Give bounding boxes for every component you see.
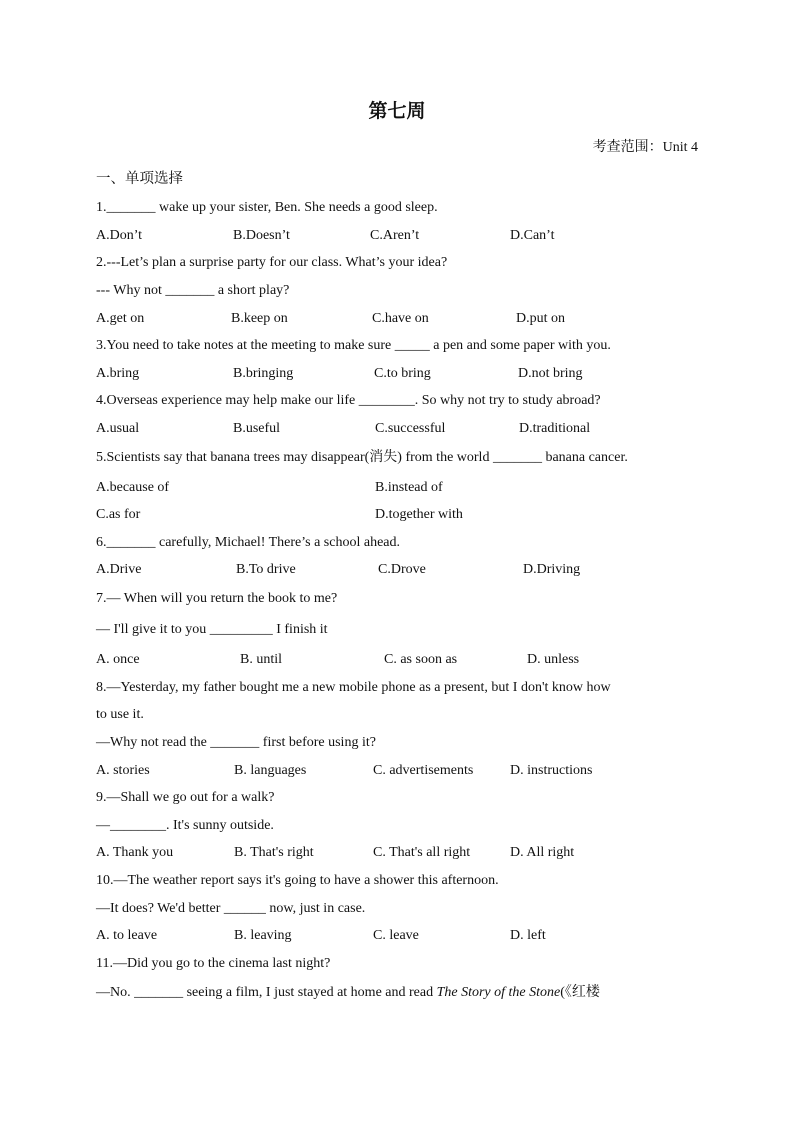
option-d: D. All right <box>510 845 575 860</box>
option-a: A. Thank you <box>96 845 174 860</box>
option-c: C.have on <box>372 311 429 326</box>
option-c: C.as for <box>96 507 141 522</box>
option-a: A.because of <box>96 480 170 495</box>
question-2-stem-reply: --- Why not _______ a short play? <box>96 283 290 298</box>
question-3-stem: 3.You need to take notes at the meeting to make sure _____ a pen and some paper with you. <box>96 338 611 353</box>
section-heading: 一、单项选择 <box>96 171 183 187</box>
option-c: C.successful <box>375 421 446 436</box>
option-d: D. left <box>510 928 546 943</box>
option-c: C. as soon as <box>384 652 458 667</box>
option-a: A.usual <box>96 421 140 436</box>
question-8-stem-reply: —Why not read the _______ first before using it? <box>96 735 376 750</box>
exam-scope: 考查范围：Unit 4 <box>592 140 698 155</box>
question-7-stem: 7.— When will you return the book to me? <box>96 591 338 606</box>
option-a: A.bring <box>96 366 140 381</box>
question-2-stem: 2.---Let’s plan a surprise party for our class. What’s your idea? <box>96 255 448 270</box>
option-b: B.keep on <box>231 311 288 326</box>
option-d: D.traditional <box>519 421 591 436</box>
option-b: B. until <box>240 652 283 667</box>
option-b: B. languages <box>234 763 307 778</box>
option-b: B.To drive <box>236 562 296 577</box>
option-d: D.Driving <box>523 562 581 577</box>
option-a: A.Drive <box>96 562 142 577</box>
option-a: A.get on <box>96 311 145 326</box>
option-d: D.not bring <box>518 366 583 381</box>
option-c: C. That's all right <box>373 845 471 860</box>
question-8-stem: 8.—Yesterday, my father bought me a new mobile phone as a present, but I don't know how <box>96 680 611 695</box>
page-title: 第七周 <box>368 100 426 122</box>
option-c: C.Drove <box>378 562 426 577</box>
question-1-stem: 1._______ wake up your sister, Ben. She needs a good sleep. <box>96 200 438 215</box>
option-b: B.Doesn’t <box>233 228 290 243</box>
option-a: A. to leave <box>96 928 158 943</box>
option-d: D.put on <box>516 311 565 326</box>
option-b: B.useful <box>233 421 281 436</box>
option-d: D. instructions <box>510 763 593 778</box>
option-a: A. once <box>96 652 140 667</box>
question-9-stem-reply: —________. It's sunny outside. <box>96 818 274 833</box>
option-d: D.together with <box>375 507 463 522</box>
question-10-stem: 10.—The weather report says it's going to have a shower this afternoon. <box>96 873 499 888</box>
question-6-stem: 6._______ carefully, Michael! There’s a school ahead. <box>96 535 401 550</box>
option-b: B. That's right <box>234 845 314 860</box>
question-9-stem: 9.—Shall we go out for a walk? <box>96 790 275 805</box>
reply-text: —No. _______ seeing a film, I just stayed at home and read <box>96 985 437 1000</box>
book-title: The Story of the Stone <box>436 985 561 1000</box>
option-b: B.instead of <box>375 480 443 495</box>
question-8-stem-continued: to use it. <box>96 707 144 722</box>
option-d: D. unless <box>527 652 580 667</box>
reply-text-tail: (《红楼 <box>560 985 600 1000</box>
question-10-stem-reply: —It does? We'd better ______ now, just in case. <box>96 901 366 916</box>
option-b: B. leaving <box>234 928 292 943</box>
question-7-stem-reply: — I'll give it to you _________ I finish it <box>96 622 328 637</box>
option-a: A. stories <box>96 763 150 778</box>
option-c: C. leave <box>373 928 419 943</box>
option-c: C.Aren’t <box>370 228 420 243</box>
question-11-stem: 11.—Did you go to the cinema last night? <box>96 956 331 971</box>
option-a: A.Don’t <box>96 228 143 243</box>
option-b: B.bringing <box>233 366 294 381</box>
option-d: D.Can’t <box>510 228 555 243</box>
question-5-stem: 5.Scientists say that banana trees may disappear(消失) from the world _______ banana cancer. <box>96 450 628 465</box>
option-c: C.to bring <box>374 366 431 381</box>
question-11-stem-reply <box>96 984 600 1002</box>
question-4-stem: 4.Overseas experience may help make our life ________. So why not try to study abroad? <box>96 393 601 408</box>
option-c: C. advertisements <box>373 763 474 778</box>
